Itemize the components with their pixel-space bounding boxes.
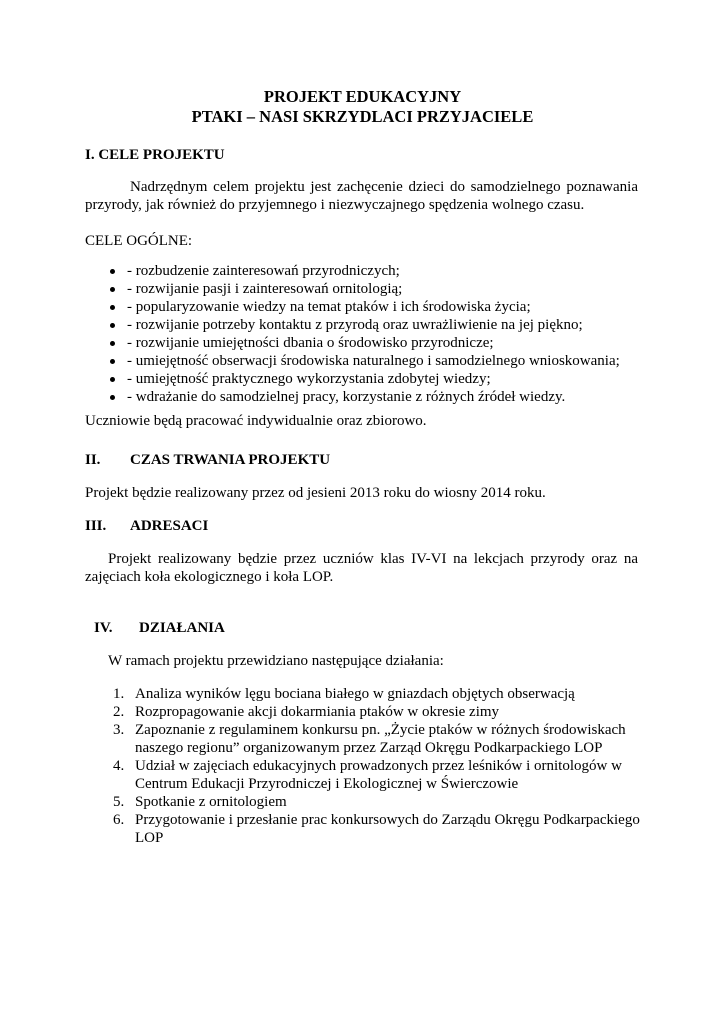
activity-item: Udział w zajęciach edukacyjnych prowadzonych przez leśników i ornitologów w (135, 758, 622, 774)
bullet-icon (110, 287, 115, 292)
duration-text: Projekt będzie realizowany przez od jesieni 2013 roku do wiosny 2014 roku. (85, 485, 546, 501)
goal-item: - rozwijanie umiejętności dbania o środowisko przyrodnicze; (127, 335, 494, 351)
section-number: IV. (94, 620, 113, 636)
activity-item: Analiza wyników lęgu bociana białego w gniazdach objętych obserwacją (135, 686, 575, 702)
section-heading-duration: CZAS TRWANIA PROJEKTU (130, 452, 331, 468)
intro-paragraph-line2: przyrody, jak również do przyjemnego i niezwyczajnego spędzenia wolnego czasu. (85, 197, 585, 213)
activities-intro: W ramach projektu przewidziano następujące działania: (108, 653, 444, 669)
section-number: III. (85, 518, 107, 534)
activity-item: Przygotowanie i przesłanie prac konkursowych do Zarządu Okręgu Podkarpackiego (135, 812, 640, 828)
section-heading-goals: I. CELE PROJEKTU (85, 147, 225, 163)
audience-text-line1: Projekt realizowany będzie przez uczniów klas IV-VI na lekcjach przyrody oraz na (108, 551, 638, 567)
activity-item-continued: LOP (135, 830, 164, 846)
intro-paragraph-line1: Nadrzędnym celem projektu jest zachęcenie dzieci do samodzielnego poznawania (130, 179, 638, 195)
goal-item: - umiejętność obserwacji środowiska naturalnego i samodzielnego wnioskowania; (127, 353, 620, 369)
list-item-number: 4. (113, 758, 125, 774)
activity-item: Spotkanie z ornitologiem (135, 794, 287, 810)
goal-item: - rozbudzenie zainteresowań przyrodniczych; (127, 263, 400, 279)
section-heading-audience: ADRESACI (130, 518, 209, 534)
general-goals-heading: CELE OGÓLNE: (85, 233, 193, 249)
audience-text-line2: zajęciach koła ekologicznego i koła LOP. (85, 569, 334, 585)
list-item-number: 3. (113, 722, 125, 738)
document-title-line1: PROJEKT EDUKACYJNY (263, 87, 462, 106)
list-item-number: 6. (113, 812, 125, 828)
activity-item-continued: naszego regionu” organizowanym przez Zarząd Okręgu Podkarpackiego LOP (135, 740, 603, 756)
work-mode-note: Uczniowie będą pracować indywidualnie oraz zbiorowo. (85, 413, 427, 429)
bullet-icon (110, 323, 115, 328)
goal-item: - popularyzowanie wiedzy na temat ptaków i ich środowiska życia; (127, 299, 531, 315)
activity-item: Zapoznanie z regulaminem konkursu pn. „Życie ptaków w różnych środowiskach (135, 722, 626, 738)
list-item-number: 1. (113, 686, 125, 702)
bullet-icon (110, 305, 115, 310)
bullet-icon (110, 395, 115, 400)
goal-item: - umiejętność praktycznego wykorzystania zdobytej wiedzy; (127, 371, 491, 387)
document-title-line2: PTAKI – NASI SKRZYDLACI PRZYJACIELE (191, 107, 534, 126)
list-item-number: 2. (113, 704, 125, 720)
section-heading-activities: DZIAŁANIA (139, 620, 225, 636)
list-item-number: 5. (113, 794, 125, 810)
goal-item: - rozwijanie pasji i zainteresowań ornitologią; (127, 281, 403, 297)
section-number: II. (85, 452, 101, 468)
bullet-icon (110, 269, 115, 274)
activity-item-continued: Centrum Edukacji Przyrodniczej i Ekologicznej w Świerczowie (135, 776, 519, 792)
goal-item: - rozwijanie potrzeby kontaktu z przyrodą oraz uwrażliwienie na jej piękno; (127, 317, 583, 333)
bullet-icon (110, 359, 115, 364)
goal-item: - wdrażanie do samodzielnej pracy, korzystanie z różnych źródeł wiedzy. (127, 389, 566, 405)
bullet-icon (110, 377, 115, 382)
bullet-icon (110, 341, 115, 346)
activity-item: Rozpropagowanie akcji dokarmiania ptaków w okresie zimy (135, 704, 500, 720)
